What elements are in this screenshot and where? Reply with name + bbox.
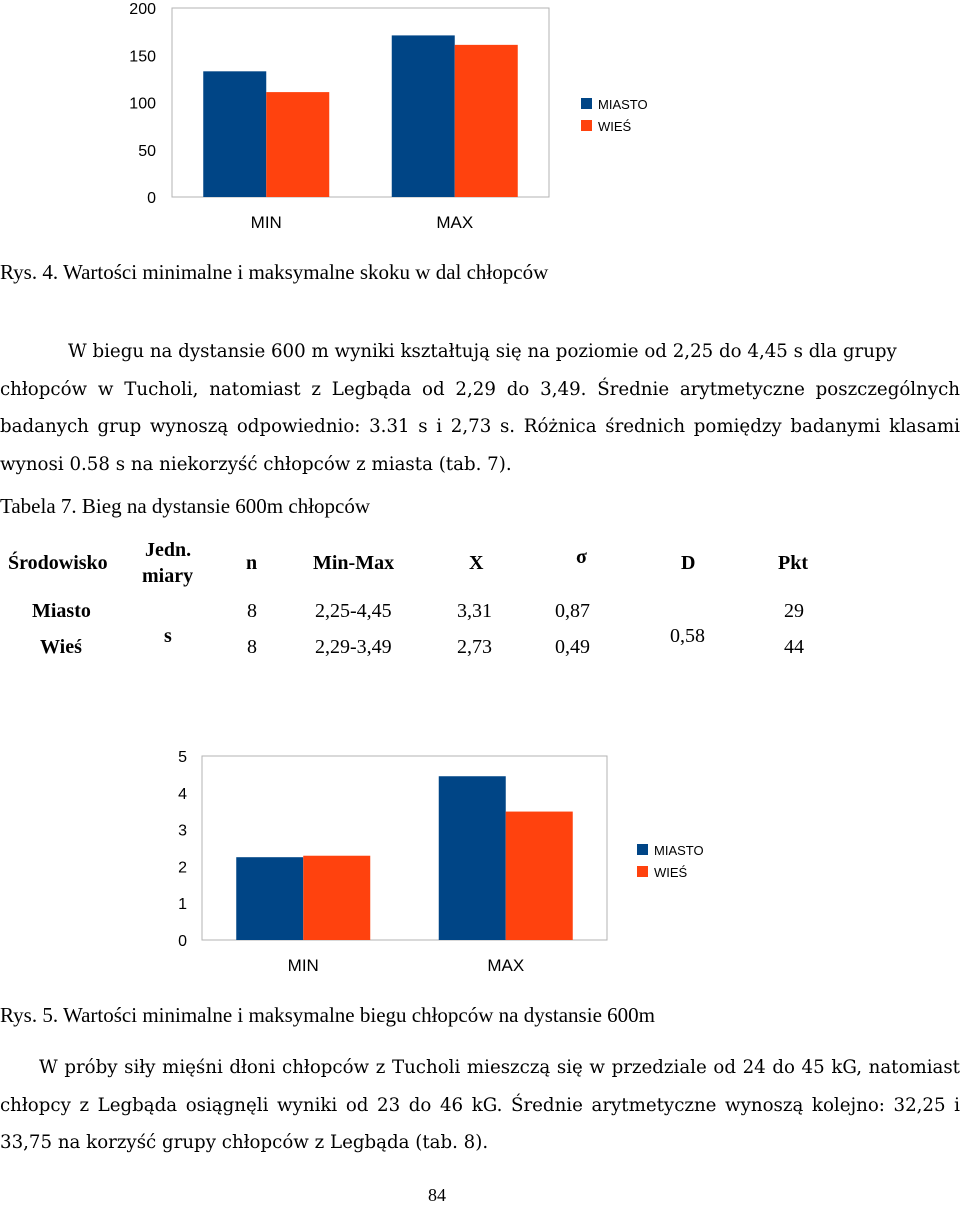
bar-wieś-max [506, 812, 573, 940]
row-wies-minmax: 2,29-3,49 [315, 636, 392, 658]
long-jump-chart-svg [0, 0, 700, 245]
row-wies-sigma: 0,49 [555, 636, 590, 658]
paragraph-grip-strength [0, 1049, 960, 1162]
figure-5-caption: Rys. 5. Wartości minimalne i maksymalne biegu chłopców na dystansie 600m [0, 1003, 655, 1027]
para1-line3: badanych grup wynoszą odpowiednio: 3.31 s i 2,73 s. Różnica średnich pomiędzy badanymi klasami [0, 416, 960, 437]
y-tick-label: 150 [129, 48, 156, 66]
long-jump-chart [0, 0, 700, 245]
para2-line1: W próby siły mięśni dłoni chłopców z Tucholi mieszczą się w przedziale od 24 do 45 kG, natomiast [39, 1057, 960, 1078]
unit-value: s [164, 625, 172, 647]
row-miasto-env: Miasto [32, 600, 91, 622]
y-tick-label: 3 [178, 822, 187, 840]
results-table [0, 535, 960, 670]
legend-label-miasto: MIASTO [598, 97, 648, 112]
y-tick-label: 200 [129, 1, 156, 18]
row-wies-n: 8 [247, 636, 257, 658]
y-tick-label: 5 [178, 749, 187, 766]
header-difference: D [681, 552, 696, 574]
header-points: Pkt [778, 552, 808, 574]
y-tick-label: 2 [178, 859, 187, 877]
bar-wieś-max [455, 45, 518, 197]
bar-wieś-min [266, 92, 329, 197]
header-unit-2: miary [142, 565, 194, 587]
run-600m-chart-svg [0, 740, 760, 980]
y-tick-label: 0 [147, 190, 156, 207]
row-wies-mean: 2,73 [457, 636, 492, 658]
table-7-title: Tabela 7. Bieg na dystansie 600m chłopców [0, 494, 371, 518]
legend-label-miasto: MIASTO [654, 843, 704, 858]
para2-line3: 33,75 na korzyść grupy chłopców z Legbąda (tab. 8). [0, 1132, 489, 1153]
para1-line4: wynosi 0.58 s na niekorzyść chłopców z miasta (tab. 7). [0, 453, 512, 475]
y-tick-label: 1 [178, 896, 187, 914]
para2-line2: chłopcy z Legbąda osiągnęli wyniki od 23 do 46 kG. Średnie arytmetyczne wynoszą kolejno: 32,25 i [0, 1094, 960, 1116]
header-environment: Środowisko [8, 552, 108, 574]
row-miasto-mean: 3,31 [457, 600, 492, 622]
row-miasto-minmax: 2,25-4,45 [315, 600, 392, 622]
bar-wieś-min [303, 856, 370, 940]
legend-swatch-wieś [637, 866, 648, 877]
legend-swatch-miasto [581, 98, 592, 109]
x-tick-label: MIN [287, 956, 319, 975]
y-tick-label: 0 [178, 933, 187, 950]
legend-label-wieś: WIEŚ [654, 865, 688, 880]
bar-miasto-max [439, 776, 506, 940]
row-miasto-points: 29 [784, 600, 804, 622]
x-tick-label: MIN [250, 213, 282, 232]
x-tick-label: MAX [436, 213, 474, 232]
y-tick-label: 4 [178, 785, 187, 803]
bar-miasto-min [236, 857, 303, 940]
para1-line2: chłopców w Tucholi, natomiast z Legbąda od 2,29 do 3,49. Średnie arytmetyczne poszczególnych [0, 378, 960, 400]
x-tick-label: MAX [487, 956, 525, 975]
legend-label-wieś: WIEŚ [598, 119, 632, 134]
legend-swatch-miasto [637, 844, 648, 855]
y-tick-label: 50 [138, 142, 156, 160]
legend-swatch-wieś [581, 120, 592, 131]
y-tick-label: 100 [129, 95, 156, 113]
row-wies-points: 44 [784, 636, 804, 658]
figure-4-caption: Rys. 4. Wartości minimalne i maksymalne skoku w dal chłopców [0, 260, 549, 284]
run-600m-chart [0, 740, 760, 980]
row-miasto-n: 8 [247, 600, 257, 622]
row-miasto-sigma: 0,87 [555, 600, 590, 622]
header-unit-1: Jedn. [145, 539, 192, 561]
row-wies-env: Wieś [40, 636, 82, 658]
paragraph-600m [0, 333, 960, 483]
page-number: 84 [428, 1185, 446, 1205]
bar-miasto-max [392, 35, 455, 197]
header-n: n [246, 552, 258, 574]
header-mean: X [469, 552, 484, 574]
para1-line1: W biegu na dystansie 600 m wyniki kształtują się na poziomie od 2,25 do 4,45 s dla grupy [68, 341, 897, 362]
header-sigma: σ [576, 546, 587, 568]
bar-miasto-min [203, 71, 266, 197]
difference-value: 0,58 [670, 625, 705, 647]
header-min-max: Min-Max [313, 552, 395, 574]
